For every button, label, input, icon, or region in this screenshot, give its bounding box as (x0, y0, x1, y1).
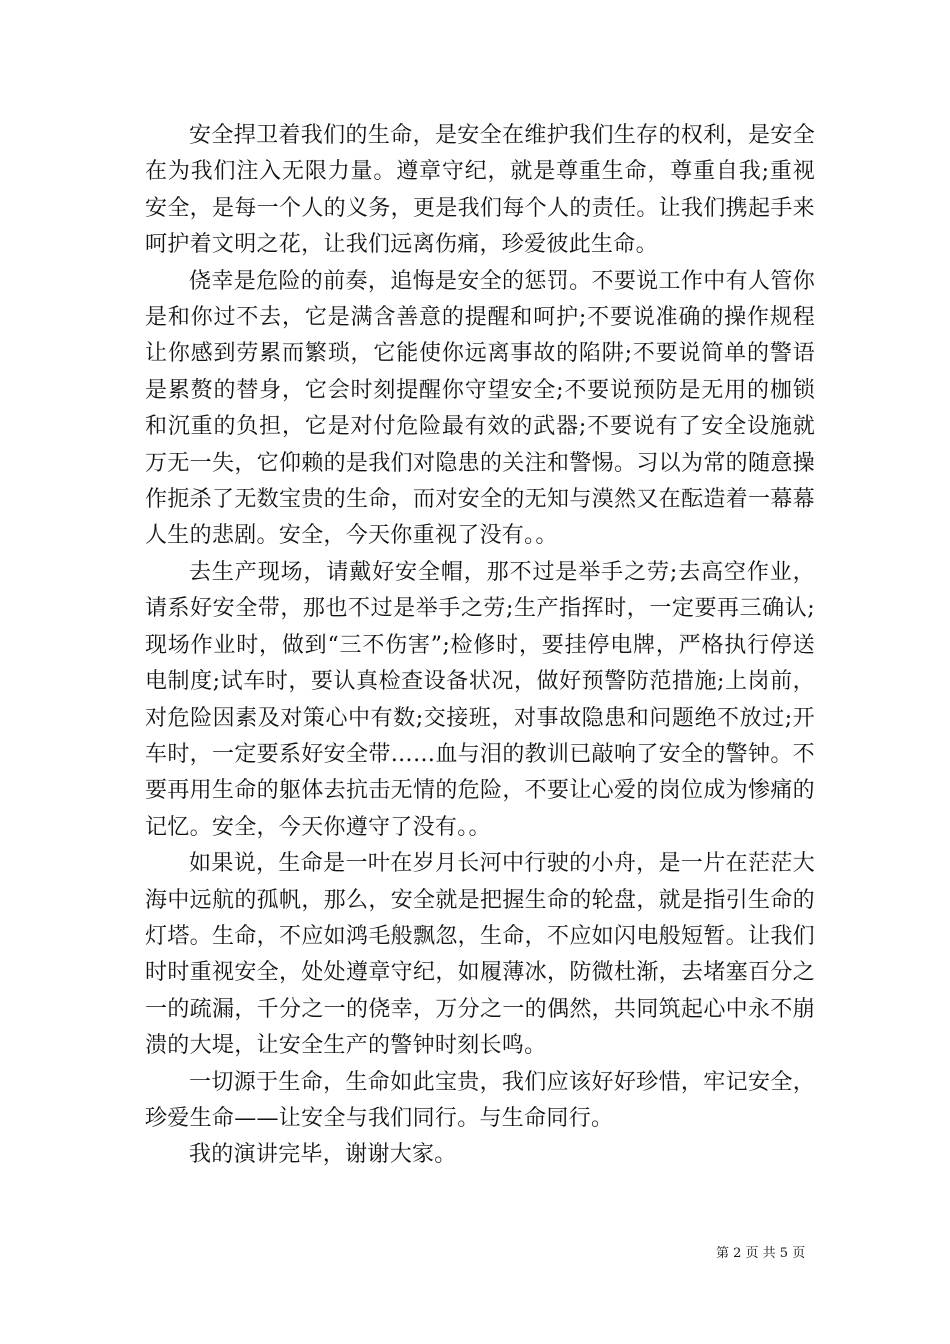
paragraph-1: 安全捍卫着我们的生命，是安全在维护我们生存的权利，是安全在为我们注入无限力量。遵章守纪，就是尊重生命，尊重自我;重视安全，是每一个人的义务，更是我们每个人的责任。让我们携起手来呵护着文明之花，让我们远离伤痛，珍爱彼此生命。 (145, 123, 815, 258)
paragraph-2: 侥幸是危险的前奏，追悔是安全的惩罚。不要说工作中有人管你是和你过不去，它是满含善意的提醒和呵护;不要说准确的操作规程让你感到劳累而繁琐，它能使你远离事故的陷阱;不要说简单的警语是累赘的替身，它会时刻提醒你守望安全;不要说预防是无用的枷锁和沉重的负担，它是对付危险最有效的武器;不要说有了安全设施就万无一失，它仰赖的是我们对隐患的关注和警惕。习以为常的随意操作扼杀了无数宝贵的生命，而对安全的无知与漠然又在酝造着一幕幕人生的悲剧。安全，今天你重视了没有。。 (145, 268, 815, 549)
paragraph-4: 如果说，生命是一叶在岁月长河中行驶的小舟，是一片在茫茫大海中远航的孤帆，那么，安全就是把握生命的轮盘，就是指引生命的灯塔。生命，不应如鸿毛般飘忽，生命，不应如闪电般短暂。让我们时时重视安全，处处遵章守纪，如履薄冰，防微杜渐，去堵塞百分之一的疏漏，千分之一的侥幸，万分之一的偶然，共同筑起心中永不崩溃的大堤，让安全生产的警钟时刻长鸣。 (145, 851, 815, 1059)
document-body (145, 118, 815, 1174)
paragraph-5: 一切源于生命，生命如此宝贵，我们应该好好珍惜，牢记安全，珍爱生命——让安全与我们同行。与生命同行。 (145, 1069, 815, 1131)
paragraph-6: 我的演讲完毕，谢谢大家。 (189, 1142, 457, 1168)
page-number-footer: 第 2 页 共 5 页 (716, 1246, 806, 1261)
paragraph-3: 去生产现场，请戴好安全帽，那不过是举手之劳;去高空作业，请系好安全带，那也不过是举手之劳;生产指挥时，一定要再三确认;现场作业时，做到“三不伤害”;检修时，要挂停电牌，严格执行停送电制度;试车时，要认真检查设备状况，做好预警防范措施;上岗前，对危险因素及对策心中有数;交接班，对事故隐患和问题绝不放过;开车时，一定要系好安全带……血与泪的教训已敲响了安全的警钟。不要再用生命的躯体去抗击无情的危险，不要让心爱的岗位成为惨痛的记忆。安全，今天你遵守了没有。。 (145, 559, 815, 840)
